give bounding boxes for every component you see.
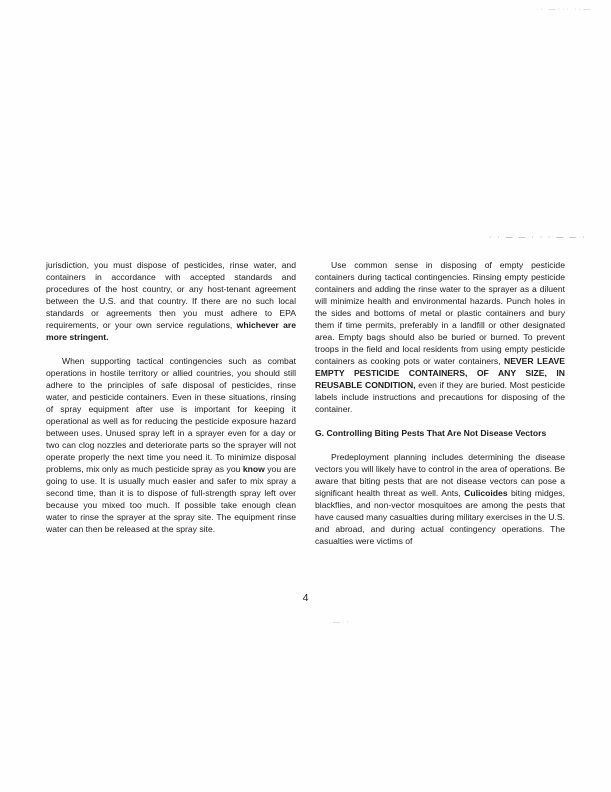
right-column: [315, 259, 565, 559]
paragraph: [46, 355, 296, 535]
page-number: 4: [302, 592, 309, 604]
scan-artifact-mid-right: · · — — · · · — — ·: [489, 234, 587, 241]
bold-text-segment: whichever are more stringent.: [46, 320, 297, 342]
text-segment: biting midges, blackflies, and non-vector mosquitoes are among the pests that have caused many casualties during military exercises in the U.S. and abroad, and during actual contingency operations. The casualties were victims of: [315, 488, 565, 546]
left-column: [46, 259, 296, 559]
section-heading: [315, 427, 565, 439]
paragraph: [315, 451, 565, 547]
paragraph: [46, 259, 296, 343]
scan-artifact-top-right: ·· —··· ··—: [536, 6, 593, 13]
text-segment: Use common sense in disposing of empty pesticide containers during tactical contingencies. Rinsing empty pesticide containers and adding the rinse water to the sprayer as a diluent will minimize health and environmental hazards. Punch holes in the sides and bottoms of metal or plastic containers and bury them if time permits, preferably in a landfill or other designated area. Empty bags should also be buried or burned. To prevent troops in the field and local residents from using empty pesticide containers as cooking pots or water containers,: [315, 260, 565, 366]
text-segment: Predeployment planning includes determining the disease vectors you will likely have to control in the area of operations. Be aware that biting pests that are not disease vectors can pose a significant health threat as well. Ants,: [315, 452, 565, 498]
text-segment: jurisdiction, you must dispose of pesticides, rinse water, and containers in accordance with accepted standards and procedures of the host country, or any host-tenant agreement between the U.S. and that country. If there are no such local standards or agreements then you must adhere to EPA requirements, or your own service regulations,: [46, 260, 296, 330]
bold-text-segment: Culicoides: [464, 488, 508, 498]
paragraph: [315, 259, 565, 415]
scan-artifact-bottom: —··: [333, 619, 351, 626]
text-segment: you are going to use. It is usually much easier and safer to mix spray a second time, than it is to dispose of full-strength spray left over because you mixed too much. If possible take enough clean water to rinse the sprayer at the spray site. The equipment rinse water can then be released at the spray site.: [46, 464, 296, 534]
bold-text-segment: NEVER LEAVE EMPTY PESTICIDE CONTAINERS, OF ANY SIZE, IN REUSABLE CONDITION,: [315, 356, 565, 390]
text-segment: When supporting tactical contingencies such as combat operations in hostile territory or allied countries, you should still adhere to the principles of safe disposal of pesticides, rinse water, and pesticide containers. Even in these situations, rinsing of spray equipment after use is important for keeping it operational as well as for reducing the pesticide exposure hazard between uses. Unused spray left in a sprayer even for a day or two can clog nozzles and deteriorate parts so the sprayer will not operate properly the next time you need it. To minimize disposal problems, mix only as much pesticide spray as you: [46, 356, 296, 474]
bold-text-segment: G. Controlling Biting Pests That Are Not Disease Vectors: [315, 428, 547, 438]
bold-text-segment: know: [242, 464, 265, 474]
text-segment: even if they are buried. Most pesticide labels include instructions and precautions for disposing of the container.: [315, 380, 565, 414]
two-column-text-body: [46, 259, 566, 559]
